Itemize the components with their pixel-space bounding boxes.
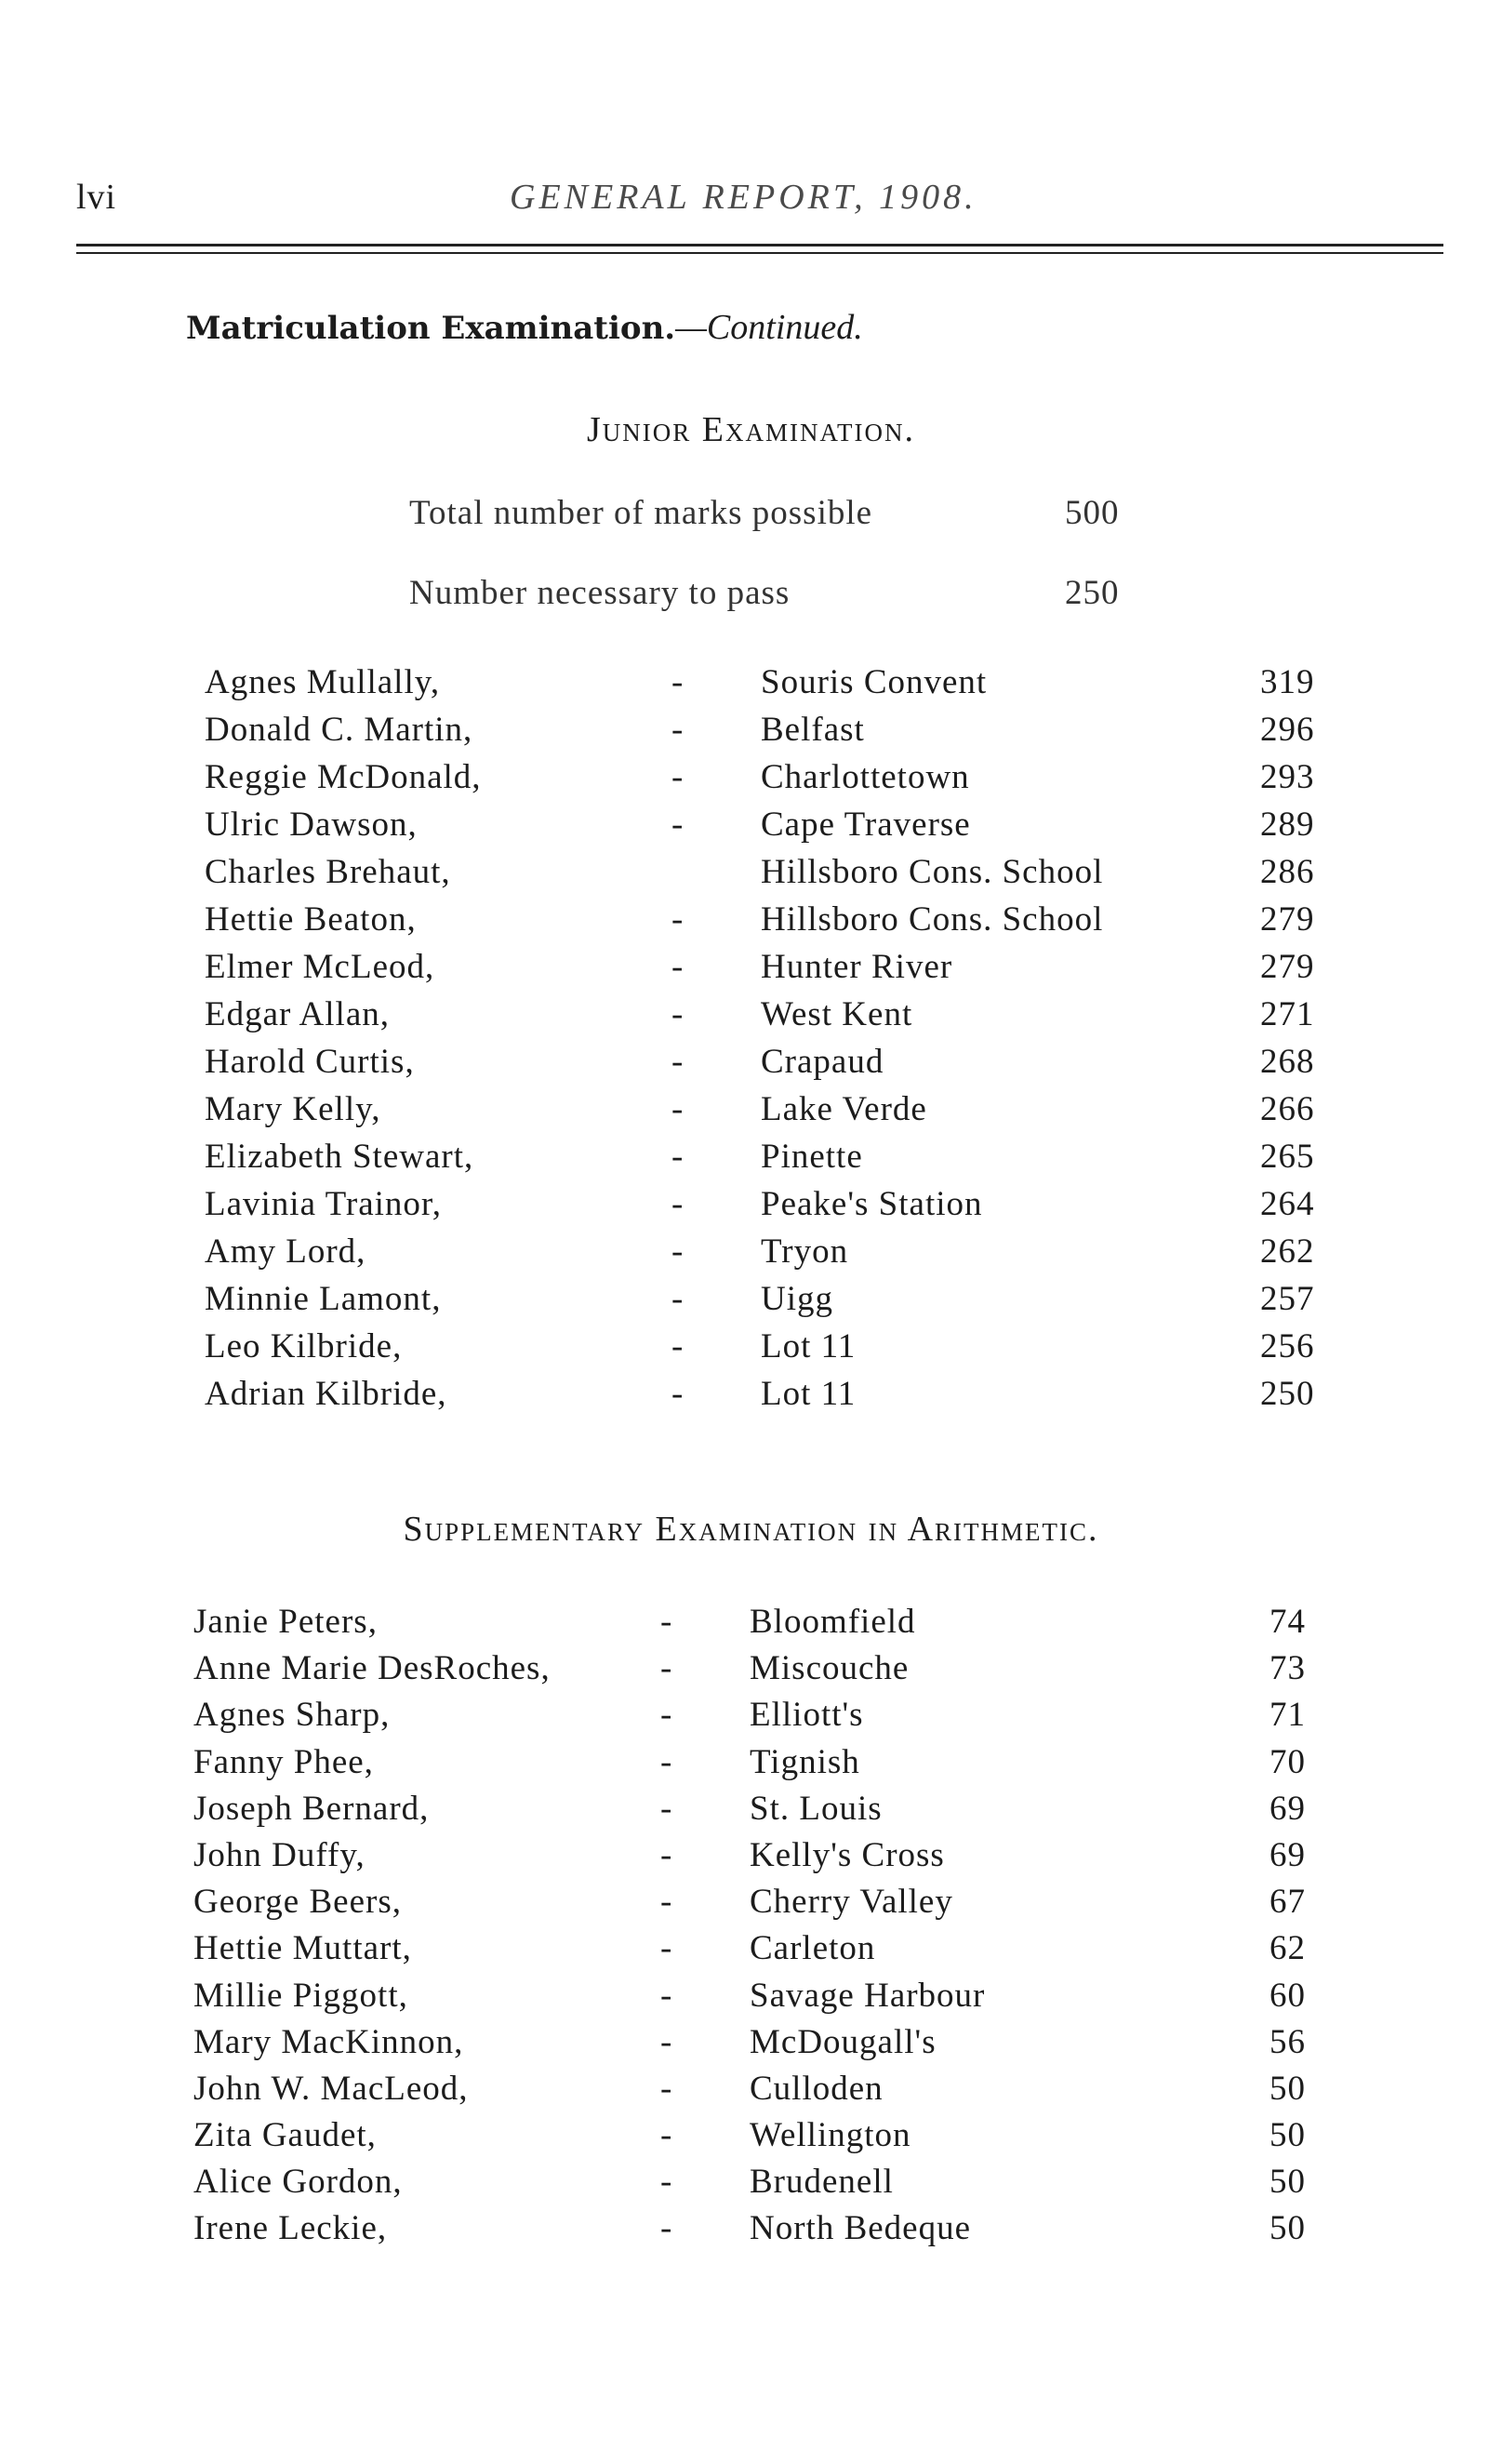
result-row [0, 1042, 1502, 1089]
result-row [0, 947, 1502, 994]
result-row [0, 2208, 1502, 2255]
mark-value: 279 [1260, 948, 1315, 986]
school-name: Hillsboro Cons. School [761, 900, 1104, 939]
student-name: Irene Leckie, [193, 2209, 388, 2248]
result-row [0, 1928, 1502, 1975]
school-name: Tryon [761, 1232, 849, 1271]
school-name: Elliott's [750, 1696, 864, 1735]
school-name: Carleton [750, 1929, 876, 1968]
student-name: George Beers, [193, 1883, 402, 1922]
separator-dash: - [660, 2069, 673, 2108]
result-row [0, 1695, 1502, 1741]
result-row [0, 1882, 1502, 1928]
running-head [0, 177, 1502, 223]
school-name: Hillsboro Cons. School [761, 853, 1104, 891]
section-title: Matriculation Examination. [186, 310, 676, 347]
result-row [0, 1184, 1502, 1232]
student-name: Millie Piggott, [193, 1976, 408, 2015]
student-name: Elizabeth Stewart, [205, 1138, 474, 1176]
mark-value: 264 [1260, 1185, 1315, 1223]
school-name: North Bedeque [750, 2209, 972, 2248]
student-name: Elmer McLeod, [205, 948, 435, 986]
student-name: Hettie Muttart, [193, 1929, 412, 1968]
student-name: Janie Peters, [193, 1603, 378, 1641]
pass-marks-label: Number necessary to pass [409, 574, 791, 612]
student-name: Adrian Kilbride, [205, 1375, 447, 1413]
student-name: Charles Brehaut, [205, 853, 451, 891]
separator-dash: - [660, 2209, 673, 2248]
mark-value: 73 [1269, 1649, 1306, 1688]
result-row [0, 757, 1502, 805]
student-name: Agnes Mullally, [205, 663, 441, 701]
separator-dash: - [660, 1603, 673, 1641]
section-continued: —Continued. [675, 308, 863, 347]
mark-value: 286 [1260, 853, 1315, 891]
school-name: Lot 11 [761, 1375, 857, 1413]
separator-dash: - [671, 1090, 685, 1128]
result-row [0, 1789, 1502, 1835]
school-name: Charlottetown [761, 758, 970, 796]
student-name: Zita Gaudet, [193, 2116, 377, 2155]
result-row [0, 805, 1502, 852]
mark-value: 266 [1260, 1090, 1315, 1128]
mark-value: 50 [1269, 2116, 1306, 2155]
student-name: Amy Lord, [205, 1232, 366, 1271]
supplementary-results-list [0, 1602, 1502, 2256]
separator-dash: - [671, 758, 685, 796]
school-name: Crapaud [761, 1043, 884, 1081]
school-name: Kelly's Cross [750, 1835, 945, 1874]
school-name: Cherry Valley [750, 1883, 953, 1922]
school-name: Wellington [750, 2116, 911, 2155]
result-row [0, 1279, 1502, 1326]
result-row [0, 1976, 1502, 2022]
school-name: Savage Harbour [750, 1976, 986, 2015]
separator-dash: - [671, 995, 685, 1033]
pass-marks-row [409, 573, 1120, 613]
result-row [0, 2069, 1502, 2115]
school-name: Lake Verde [761, 1090, 927, 1128]
header-rule-top [76, 244, 1443, 246]
mark-value: 265 [1260, 1138, 1315, 1176]
student-name: Mary Kelly, [205, 1090, 381, 1128]
running-title: GENERAL REPORT, 1908. [510, 178, 977, 217]
mark-value: 67 [1269, 1883, 1306, 1922]
result-row [0, 994, 1502, 1042]
result-row [0, 1835, 1502, 1882]
separator-dash: - [671, 948, 685, 986]
junior-exam-title: Junior Examination. [587, 410, 915, 449]
mark-value: 50 [1269, 2209, 1306, 2248]
separator-dash: - [671, 1327, 685, 1365]
student-name: Lavinia Trainor, [205, 1185, 443, 1223]
separator-dash: - [671, 1280, 685, 1318]
result-row [0, 710, 1502, 757]
mark-value: 50 [1269, 2069, 1306, 2108]
pass-marks-value: 250 [1065, 574, 1120, 612]
mark-value: 262 [1260, 1232, 1315, 1271]
mark-value: 289 [1260, 806, 1315, 844]
result-row [0, 2162, 1502, 2208]
school-name: Belfast [761, 711, 865, 749]
school-name: Souris Convent [761, 663, 988, 701]
mark-value: 268 [1260, 1043, 1315, 1081]
student-name: Edgar Allan, [205, 995, 391, 1033]
student-name: Anne Marie DesRoches, [193, 1649, 551, 1688]
mark-value: 296 [1260, 711, 1315, 749]
mark-value: 56 [1269, 2022, 1306, 2061]
separator-dash: - [671, 1043, 685, 1081]
school-name: Bloomfield [750, 1603, 916, 1641]
school-name: Hunter River [761, 948, 953, 986]
result-row [0, 2022, 1502, 2069]
school-name: Pinette [761, 1138, 863, 1176]
result-row [0, 1326, 1502, 1374]
separator-dash: - [660, 1649, 673, 1688]
result-row [0, 1602, 1502, 1648]
student-name: Joseph Bernard, [193, 1789, 430, 1828]
separator-dash: - [660, 1929, 673, 1968]
mark-value: 256 [1260, 1327, 1315, 1365]
mark-value: 62 [1269, 1929, 1306, 1968]
separator-dash: - [660, 1883, 673, 1922]
section-heading [186, 307, 863, 348]
student-name: John Duffy, [193, 1835, 366, 1874]
header-rule-bottom [76, 252, 1443, 254]
separator-dash: - [660, 2163, 673, 2202]
separator-dash: - [660, 2116, 673, 2155]
mark-value: 60 [1269, 1976, 1306, 2015]
separator-dash: - [660, 1835, 673, 1874]
separator-dash: - [671, 1185, 685, 1223]
separator-dash: - [671, 1138, 685, 1176]
result-row [0, 1089, 1502, 1137]
total-marks-row [409, 493, 1120, 533]
mark-value: 319 [1260, 663, 1315, 701]
school-name: St. Louis [750, 1789, 883, 1828]
student-name: Hettie Beaton, [205, 900, 417, 939]
result-row [0, 1374, 1502, 1421]
school-name: McDougall's [750, 2022, 937, 2061]
student-name: Alice Gordon, [193, 2163, 403, 2202]
result-row [0, 852, 1502, 899]
student-name: Agnes Sharp, [193, 1696, 391, 1735]
school-name: Brudenell [750, 2163, 894, 2202]
separator-dash: - [671, 1232, 685, 1271]
mark-value: 74 [1269, 1603, 1306, 1641]
school-name: Miscouche [750, 1649, 910, 1688]
student-name: Ulric Dawson, [205, 806, 418, 844]
mark-value: 50 [1269, 2163, 1306, 2202]
separator-dash: - [660, 1789, 673, 1828]
result-row [0, 899, 1502, 947]
result-row [0, 2115, 1502, 2162]
separator-dash: - [671, 1375, 685, 1413]
result-row [0, 1648, 1502, 1695]
student-name: Donald C. Martin, [205, 711, 473, 749]
separator-dash: - [671, 663, 685, 701]
student-name: Minnie Lamont, [205, 1280, 442, 1318]
separator-dash: - [660, 1742, 673, 1781]
separator-dash: - [660, 2022, 673, 2061]
mark-value: 69 [1269, 1835, 1306, 1874]
mark-value: 71 [1269, 1696, 1306, 1735]
separator-dash: - [660, 1696, 673, 1735]
mark-value: 257 [1260, 1280, 1315, 1318]
school-name: Uigg [761, 1280, 833, 1318]
result-row [0, 1742, 1502, 1789]
separator-dash: - [671, 900, 685, 939]
result-row [0, 1232, 1502, 1279]
total-marks-value: 500 [1065, 494, 1120, 532]
total-marks-label: Total number of marks possible [409, 494, 873, 532]
student-name: Mary MacKinnon, [193, 2022, 464, 2061]
school-name: Lot 11 [761, 1327, 857, 1365]
student-name: Harold Curtis, [205, 1043, 415, 1081]
junior-results-list [0, 662, 1502, 1421]
mark-value: 250 [1260, 1375, 1315, 1413]
separator-dash: - [671, 806, 685, 844]
school-name: Peake's Station [761, 1185, 983, 1223]
mark-value: 279 [1260, 900, 1315, 939]
separator-dash: - [671, 711, 685, 749]
school-name: Culloden [750, 2069, 884, 2108]
separator-dash: - [660, 1976, 673, 2015]
mark-value: 69 [1269, 1789, 1306, 1828]
page-number: lvi [76, 178, 117, 217]
mark-value: 271 [1260, 995, 1315, 1033]
result-row [0, 1137, 1502, 1184]
student-name: Leo Kilbride, [205, 1327, 403, 1365]
mark-value: 293 [1260, 758, 1315, 796]
student-name: Fanny Phee, [193, 1742, 374, 1781]
supplementary-exam-title: Supplementary Examination in Arithmetic. [403, 1510, 1099, 1549]
school-name: West Kent [761, 995, 913, 1033]
student-name: John W. MacLeod, [193, 2069, 469, 2108]
result-row [0, 662, 1502, 710]
student-name: Reggie McDonald, [205, 758, 482, 796]
school-name: Tignish [750, 1742, 860, 1781]
school-name: Cape Traverse [761, 806, 971, 844]
mark-value: 70 [1269, 1742, 1306, 1781]
